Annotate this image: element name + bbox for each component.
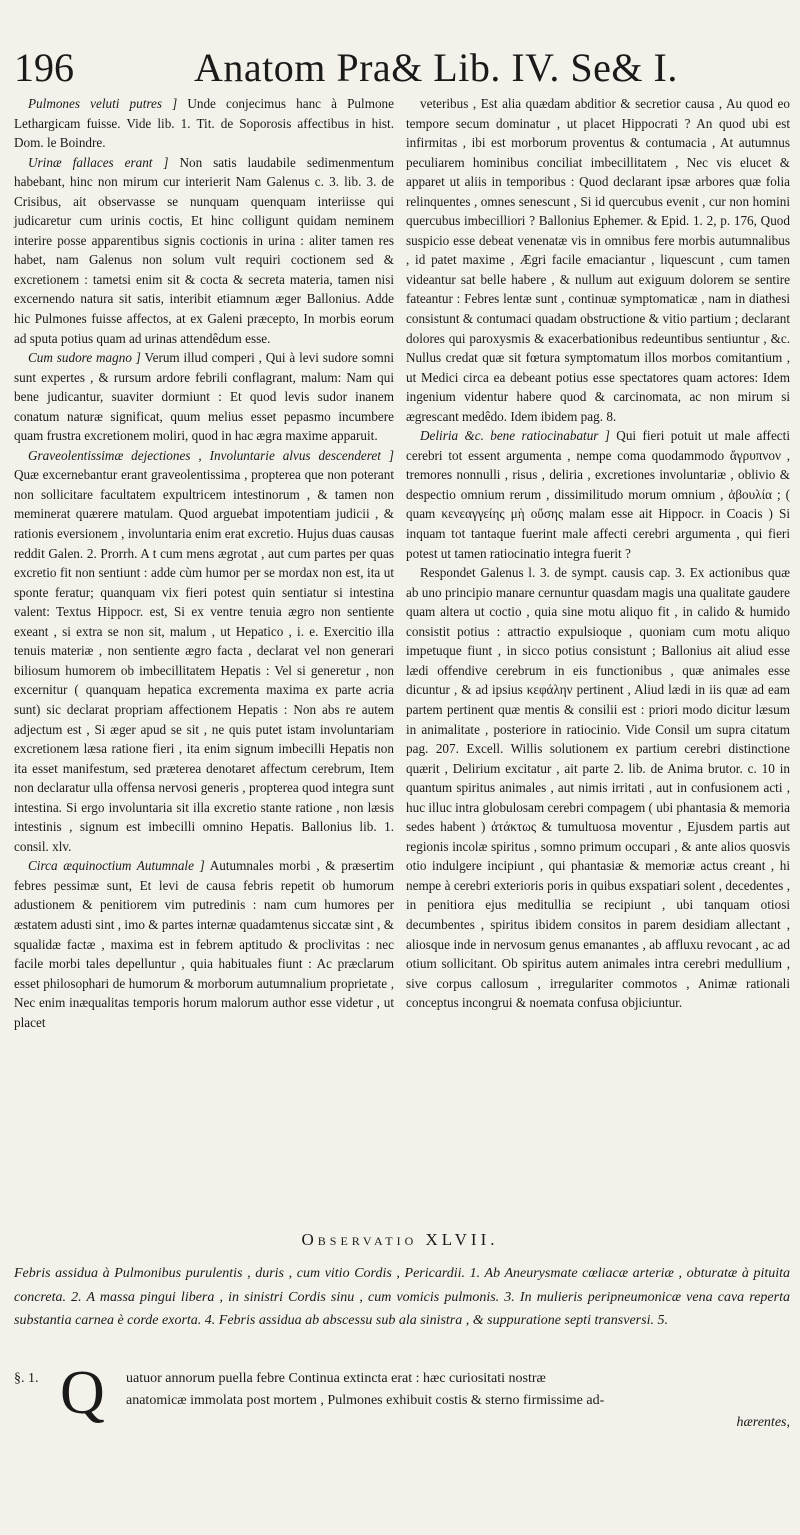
page-number: 196 xyxy=(14,45,74,90)
paragraph-text: Qui fieri potuit ut male affecti cerebri tot essent argumenta , nempe coma quodammodo ἄγρυπνον , tremores nonnulli , risus , deliria , excretiones involuntariæ , oblivio & despectio omnium rerum , dissimilitudo morum omnium , ἀβουλία ; ( quam κενεαγγείης μὴ οὔσης malam esse ait Hippocr. in Coacis ) Si inquam tot tantaque fuerint male affecti cerebri argumenta , qui fieri potest ut tamen ratiocinatio integra fuerit ? xyxy=(406,428,790,561)
commentary-paragraph xyxy=(14,446,394,856)
commentary-paragraph xyxy=(406,426,790,563)
lemma-text: Urinæ fallaces erant ] xyxy=(28,154,169,170)
commentary-paragraph xyxy=(14,856,394,1032)
body-line: hærentes, xyxy=(736,1415,790,1430)
commentary-paragraph xyxy=(14,348,394,446)
section-mark: §. 1. xyxy=(14,1371,39,1386)
paragraph-text: Quæ excernebantur erant graveolentissima , propterea que non poterant non sollicitare facultatem expultricem intestinorum , & tamen non meminerat quærere matulam. Quod arguebat impotentiam judicii , & rationis eversionem , involuntaria enim erat excretio. Hujus duas causas reddit Galen. 2. Prorrh. A t cum mens ægrotat , aut cum partes per quas excretio fit non sentiunt : adde cùm humor per se mordax non est, ita ut sponte feratur; quanquam vix fieri potest quin sentiatur si intestina valent: Textus Hippocr. est, Si ex ventre tenuia ægro non sentiente exeant , si extra se non sit, malum , ut Hepatico , i. e. Exercitio illa tenuis materiæ , non sentiente ægro facta , declarat vel non generari biliosum humorem ob imbecillitatem Hepatis : Vel si generetur , non excernitur ( quanquam hepatica excrementa maxima ex parte acria sunt) sic declarat propriam affectionem Hepatis : Non abs re autem adjectum est , Si æger apud se sit , ne quis putet istam involuntariam excretionem læsa ratione fieri , ita enim signum imbecilli Hepatis non ita esset manifestum, sed præterea denotaret affectum cerebrum, Item non declaratur ulla offensa nervosi generis , propterea quod integra sunt intestina. Si ergo involuntaria sit illa excretio stante ratione , non læsis intestinis , signum est imbecilli omnino Hepatis. Ballonius lib. 1. consil. xlv. xyxy=(14,467,394,854)
commentary-paragraph xyxy=(14,153,394,348)
lemma-text: Graveolentissimæ dejectiones , Involuntarie alvus descenderet ] xyxy=(28,447,394,463)
paragraph-text: veteribus , Est alia quædam abditior & secretior causa , Au quod eo tempore secum dominatur , ut placet Hippocrati ? An quod ubi est infirmitas , ibi est morborum proventus & contumacia , At autumnus peculiarem hominibus conciliat imbecillitatem , Nec vis elucet & apparet ut aliis in temporibus : Quod declarant ipsæ arbores quæ folia relinquentes , omnes senescunt , Si id quercubus evenit , cur non homini quercubus imbecilliori ? Ballonius Ephemer. & Epid. 1. 2, p. 176, Quod suspicio esse debeat venenatæ vis in omnibus fere morbis autumnalibus , id patet maxime , Ægri facile emaciantur , liquescunt , cum tamen videantur sat belle habere , & nullum aut exiguum dolorem se sentire fateantur : Febres lentæ sunt , continuæ symptomaticæ , nam in diathesi consistunt & contumaci quadam obstructione & vitio partium ; declarant dolores qui paroxysmis & exacerbationibus redeuntibus sentiuntur , &c. Nullus credat quæ sit fœtura symptomatum illos morbos comitantium , ut Medici circa ea debeant potius esse spectatores quam actores: Idem ingenium videntur habere quod & carcinomata, ac non mirum si ægrescant medêdo. Idem ibidem pag. 8. xyxy=(406,96,790,424)
body-line: anatomicæ immolata post mortem , Pulmones exhibuit costis & sterno firmissime ad- xyxy=(126,1393,605,1408)
observation-summary: Febris assidua à Pulmonibus purulentis , duris , cum vitio Cordis , Pericardii. 1. Ab Aneurysmate cœliacæ arteriæ , obturatæ à pituita concreta. 2. A massa pingui libera , in sinistri Cordis sinu , cum vomicis pulmonis. 3. In mulieris peripneumonicæ vena cava reperta substantia carnea è corde exorta. 4. Febris assidua ab abscessu sub ala sinistra , & suppuratione septi transversi. 5. xyxy=(14,1266,790,1328)
paragraph-text: Autumnales morbi , & præsertim febres pessimæ sunt, Et levi de causa febris repetit ob humorum adustionem & penitiorem vim putredinis : nam cum humores per æstatem adusti sint , imo & partes internæ quadamtenus siccatæ sint , & squalidæ factæ , maxima est in febrem aptitudo & proclivitas : nec facile morbi tales depelluntur , quia habituales fiunt : Ac præclarum esset philosophari de humorum & morborum autumnalium proprietate , Nec enim inæqualitas temporis horum malorum author esse videtur , ut placet xyxy=(14,858,394,1030)
body-line: uatuor annorum puella febre Continua extincta erat : hæc curiositati nostræ xyxy=(126,1371,546,1386)
commentary-paragraph xyxy=(406,94,790,426)
lemma-text: Cum sudore magno ] xyxy=(28,350,141,366)
lemma-text: Pulmones veluti putres ] xyxy=(28,96,178,111)
lemma-text: Deliria &c. bene ratiocinabatur ] xyxy=(420,428,610,444)
drop-cap: Q xyxy=(60,1359,105,1427)
commentary-paragraph xyxy=(14,94,394,153)
commentary-paragraph xyxy=(406,563,790,1013)
right-column xyxy=(406,94,790,1013)
paragraph-text: Unde conjecimus hanc à Pulmone Lethargicam fuisse. Vide lib. 1. Tit. de Soporosis affectibus in hist. Dom. le Boindre. xyxy=(14,96,394,151)
paragraph-text: Non satis laudabile sedimenmentum habebant, hinc non mirum cur interierit Nam Galenus c. 3. lib. 3. de Crisibus, ait observasse se nunquam quenquam interiisse qui judicaretur cum urinis coctis, Et hinc colligunt quidam neminem interire posse apparentibus signis coctionis in urina : aliter tamen res habet, nam Galenus non solum vult requiri coctionem sed & excretionem : tametsi enim sit & cocta & secreta materia, tamen nisi excernendo natura sit satis, interibit etiamnum æger Ballonius. Adde hic Pulmones fuisse affectos, at ex Galeni præcepto, In morbis eorum ad sputa potius quam ad urinas attendêdum esse. xyxy=(14,154,394,346)
lemma-text: Circa æquinoctium Autumnale ] xyxy=(28,858,205,874)
page-header xyxy=(8,44,792,96)
running-title: Anatom Pra& Lib. IV. Se& I. xyxy=(194,45,678,90)
paragraph-text: Respondet Galenus l. 3. de sympt. causis cap. 3. Ex actionibus quæ ab uno principio manare cernuntur quasdam magis una qualitate gaudere quam altera ut coctio , quia sine motu aliquo fit , in calido & humido consistit potius : attractio expulsioque , quoniam cum motu aliquo impetuque fiunt , in sicco potius consistunt ; Ballonius ait aliud esse lædi offendive cerebrum in eis functionibus , quæ animales esse dicuntur , & ad ipsius κεφάλην pertinent , Aliud lædi in iis quæ ad eam partem pertinent quæ mentis & consilii est : priori modo dicitur læsum in animalitate , posteriore in ratiocinio. Vide Consil um supra citatum pag. 207. Excell. Willis solutionem ex partium cerebri distinctione quærit , Delirium excitatur , ait parte 2. lib. de Anima brutor. c. 10 in quantum spiritus animales , aut nimis irritati , aut in confusionem acti , huc illuc intra globulosam cerebri compagem ( ubi phantasia & memoria sedes habent ) ἀτάκτως & tumultuosa moventur , Ejusdem partis aut regionis incolæ spiritus , somno primum occupari , & ante alios quosvis otio indulgere incipiunt , qui phantasiæ & memoriæ actus creant , hi nempe à cerebri exterioris poris in quibus exspatiari solent , decedentes , in penitiora ejus meditullia se recipiunt , ubi tanquam otiosi decumbentes , spiritus ibidem consitos in parem desidiam allectant , aliosque inde in nervosum genus emanantes , ab affluxu revocant , ac ad otium sollicitant. Ob spiritus autem animales intra cerebri medullium , sive corpus callosum , irregulariter commotos , Animæ rationali conceptus incongrui & noemata confusa objiciuntur. xyxy=(406,565,790,1011)
observation-heading: Observatio XLVII. xyxy=(301,1230,499,1249)
left-column xyxy=(14,94,394,1032)
paragraph-text: Verum illud comperi , Qui à levi sudore somni sunt expertes , & rursum ardore febrili conflagrant, malum: Nam qui bene judicantur, suaviter dormiunt : Et quod levis sudor inanem conatum naturæ significat, quum melius esset pepasmo incumbere quam frustra excretionem moliri, quod in hac ægra maxime apparuit. xyxy=(14,350,394,444)
